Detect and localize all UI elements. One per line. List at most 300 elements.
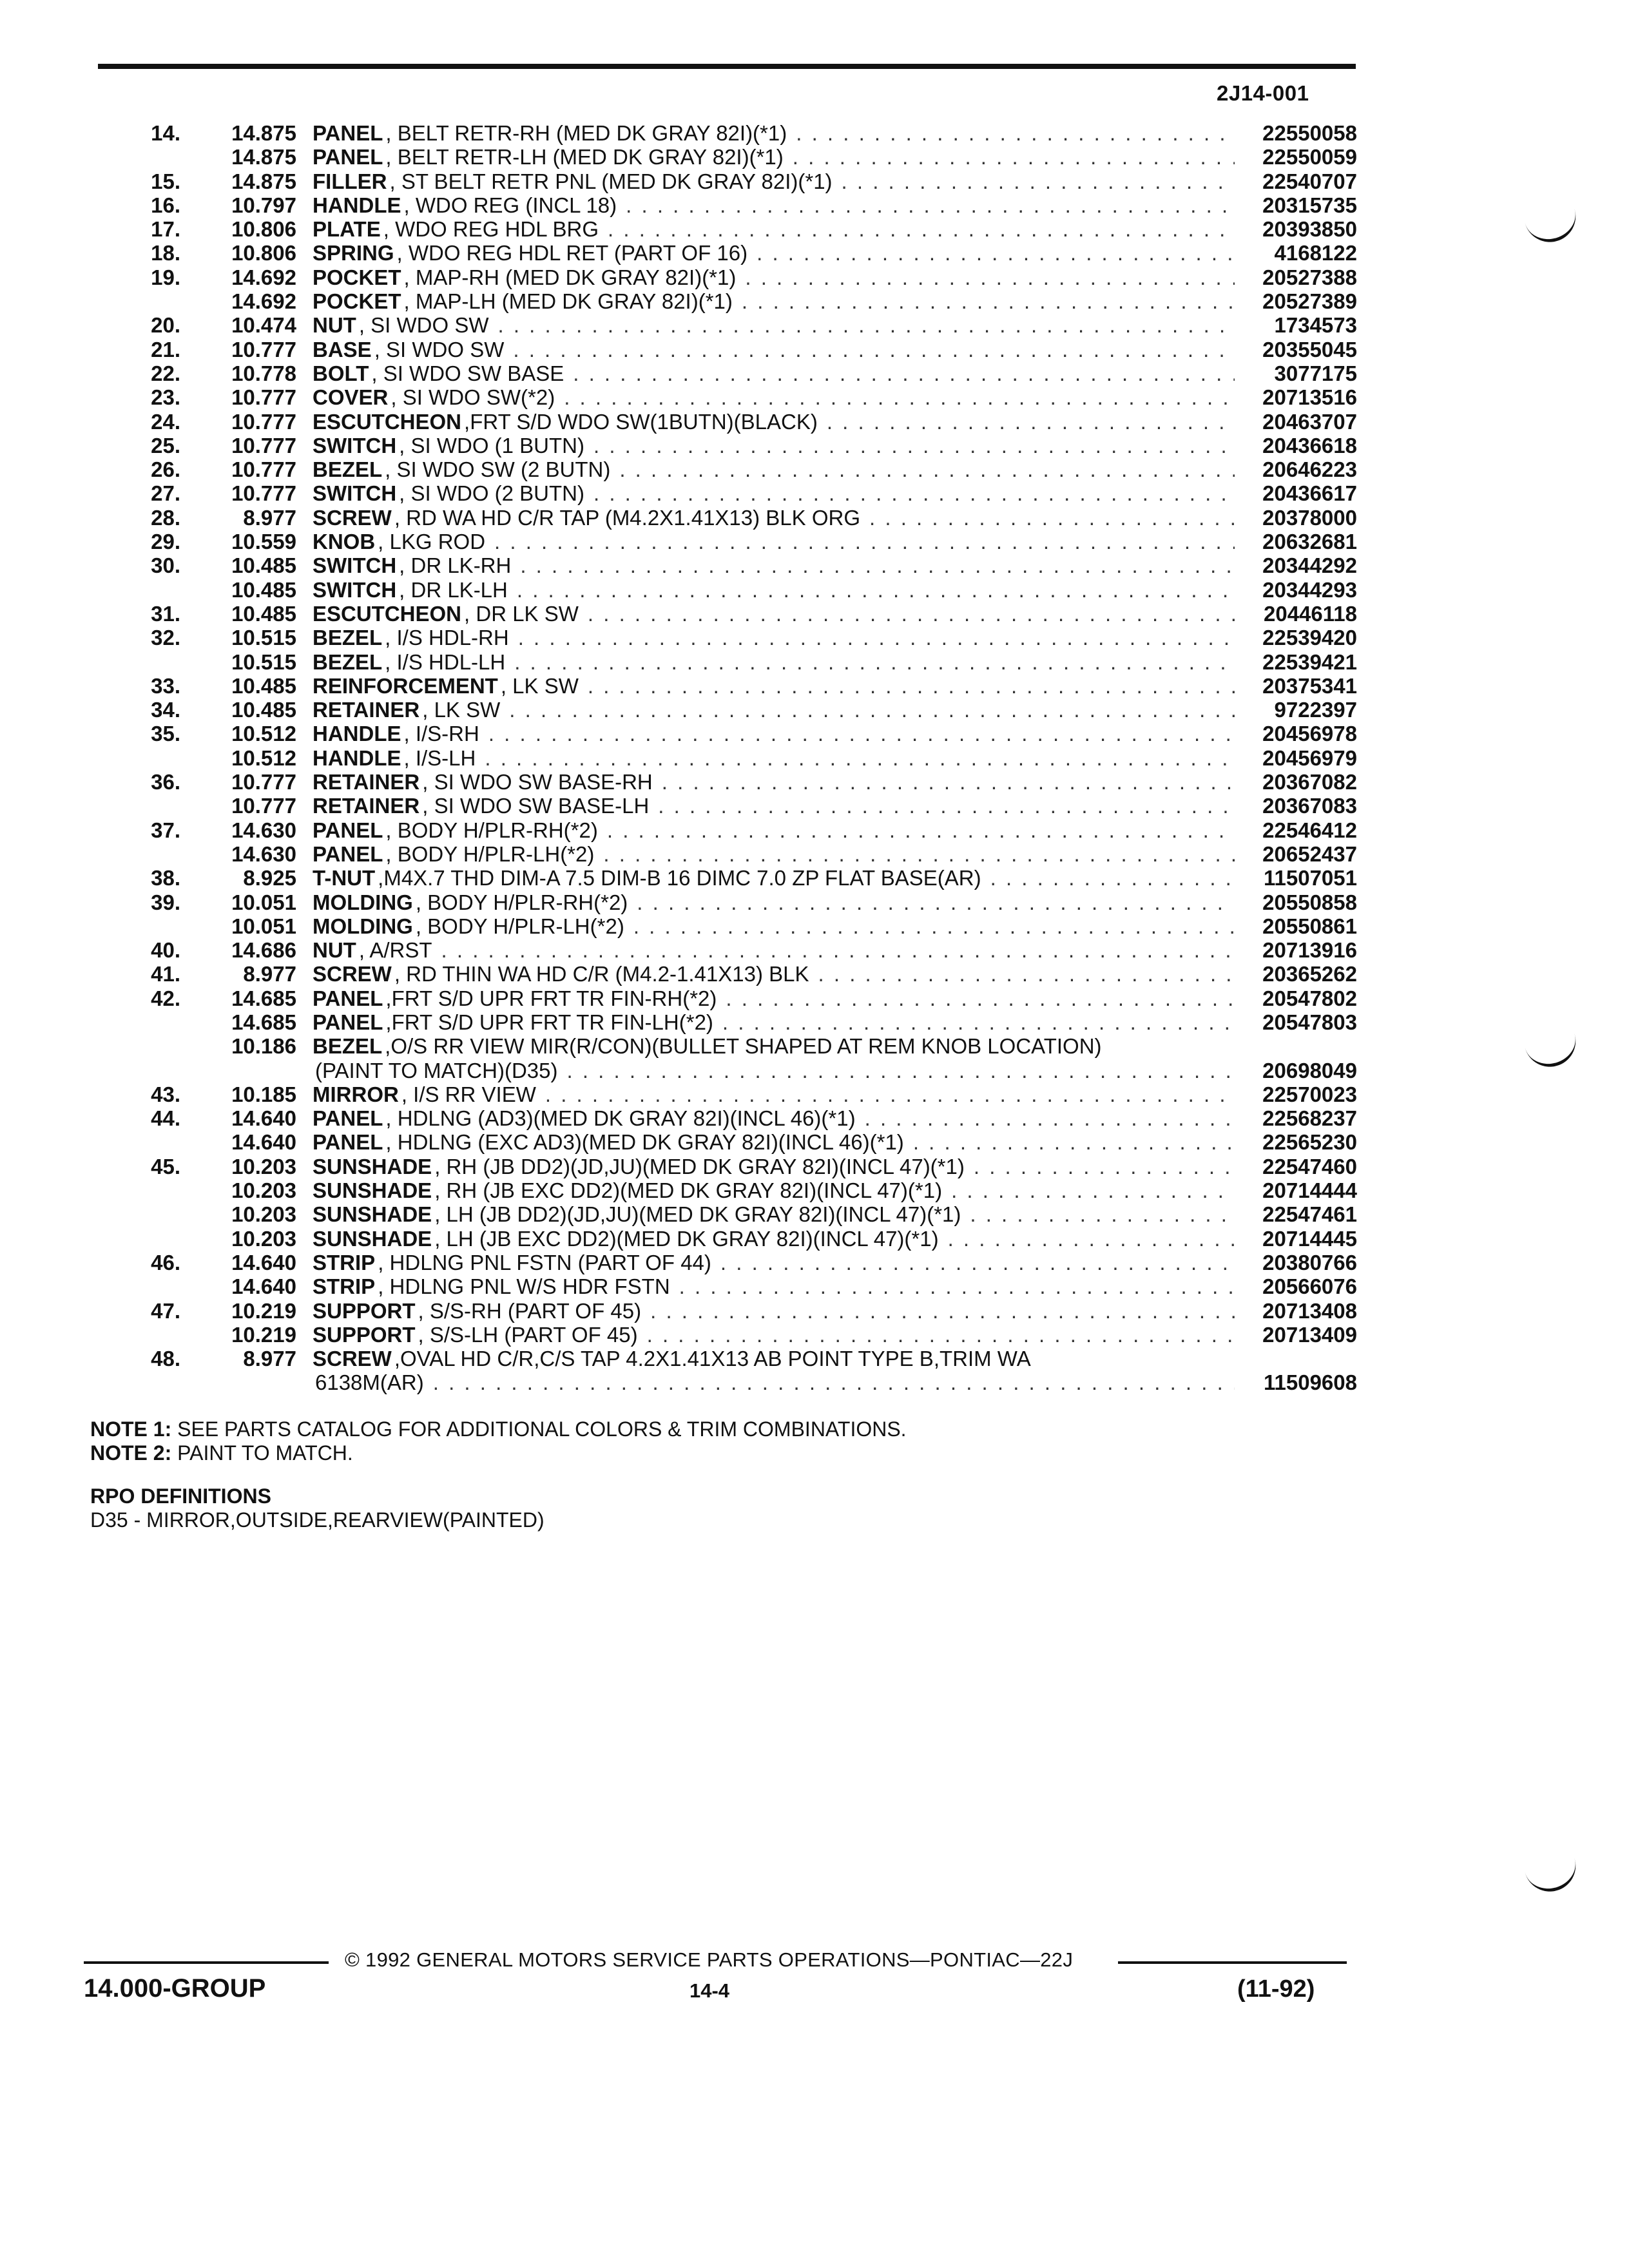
note-1	[90, 1418, 907, 1441]
part-number: 20365262	[1262, 962, 1357, 986]
parts-row	[0, 217, 1629, 241]
part-number: 22570023	[1262, 1082, 1357, 1106]
parts-row	[0, 410, 1629, 434]
leader-dots	[653, 770, 1235, 794]
part-name: ESCUTCHEON	[313, 601, 462, 626]
part-name: FILLER	[313, 169, 387, 193]
part-detail: , SI WDO SW (2 BUTN)	[385, 457, 611, 482]
item-number: 18.	[151, 241, 180, 265]
parts-row	[0, 722, 1629, 745]
part-description	[313, 914, 1235, 938]
item-number: 16.	[151, 193, 180, 217]
part-detail: ,OVAL HD C/R,C/S TAP 4.2X1.41X13 AB POINT TYPE B,TRIM WA	[394, 1347, 1031, 1371]
note-text: PAINT TO MATCH.	[177, 1441, 353, 1465]
parts-row	[0, 506, 1629, 530]
group-number: 8.925	[243, 866, 296, 890]
group-number: 10.777	[231, 409, 296, 434]
leader-dots	[504, 338, 1235, 361]
part-detail: , A/RST	[358, 938, 432, 963]
part-detail: , BODY H/PLR-RH(*2)	[385, 818, 598, 842]
page-number: 14-4	[689, 1979, 730, 2002]
group-number: 10.203	[231, 1154, 296, 1178]
parts-row	[0, 1082, 1629, 1106]
part-detail: , DR LK-RH	[399, 553, 512, 578]
part-detail: ,FRT S/D UPR FRT TR FIN-LH(*2)	[385, 1010, 713, 1034]
parts-row	[0, 794, 1629, 818]
group-number: 10.474	[231, 313, 296, 338]
part-description	[313, 289, 1235, 313]
part-description	[313, 145, 1235, 169]
parts-row	[0, 169, 1629, 193]
part-description	[313, 193, 1235, 217]
part-name: SCREW	[313, 962, 392, 986]
part-description	[313, 938, 1235, 962]
leader-dots	[579, 602, 1235, 626]
part-number: 22550059	[1262, 145, 1357, 169]
part-description	[313, 121, 1235, 145]
group-number: 14.640	[231, 1130, 296, 1155]
group-number: 10.219	[231, 1298, 296, 1323]
group-number: 8.977	[243, 1347, 296, 1371]
part-detail: , SI WDO SW BASE	[371, 361, 564, 385]
parts-row	[0, 938, 1629, 962]
group-number: 10.515	[231, 649, 296, 674]
item-number: 48.	[151, 1347, 180, 1371]
part-detail: , RH (JB EXC DD2)(MED DK GRAY 82I)(INCL 47)(*1)	[434, 1178, 943, 1203]
group-label: 14.000-GROUP	[84, 1974, 266, 2003]
note-text: SEE PARTS CATALOG FOR ADDITIONAL COLORS & TRIM COMBINATIONS.	[177, 1418, 907, 1441]
part-description	[313, 1370, 1235, 1394]
part-name: SUNSHADE	[313, 1202, 432, 1227]
part-number: 20547802	[1262, 986, 1357, 1010]
rpo-item: D35 - MIRROR,OUTSIDE,REARVIEW(PAINTED)	[90, 1508, 545, 1532]
group-number: 10.485	[231, 673, 296, 698]
group-number: 10.203	[231, 1178, 296, 1203]
leader-dots	[628, 890, 1235, 914]
part-detail: , I/S HDL-RH	[385, 626, 509, 650]
parts-row	[0, 1274, 1629, 1298]
group-number: 10.512	[231, 722, 296, 746]
part-description	[313, 866, 1235, 890]
leader-dots	[476, 746, 1235, 770]
group-number: 10.512	[231, 745, 296, 770]
part-number: 20713516	[1262, 385, 1357, 410]
part-number: 20436617	[1262, 481, 1357, 506]
part-name: RETAINER	[313, 698, 420, 722]
part-name: SPRING	[313, 241, 394, 265]
item-number: 47.	[151, 1298, 180, 1323]
part-number: 20436618	[1262, 433, 1357, 457]
part-detail: , SI WDO SW(*2)	[390, 385, 555, 410]
group-number: 10.559	[231, 530, 296, 554]
item-number: 46.	[151, 1250, 180, 1274]
part-description	[313, 722, 1235, 745]
parts-list	[0, 121, 1629, 1395]
part-description	[313, 890, 1235, 914]
leader-dots	[424, 1370, 1235, 1394]
part-detail: , HDLNG (EXC AD3)(MED DK GRAY 82I)(INCL 46)(*1)	[385, 1130, 904, 1155]
group-number: 10.777	[231, 337, 296, 361]
part-name: SUNSHADE	[313, 1226, 432, 1251]
item-number: 32.	[151, 626, 180, 650]
part-description	[313, 553, 1235, 577]
part-description	[313, 1251, 1235, 1274]
part-detail: , LH (JB DD2)(JD,JU)(MED DK GRAY 82I)(INCL 47)(*1)	[434, 1202, 961, 1227]
leader-dots	[784, 145, 1235, 169]
parts-row	[0, 1059, 1629, 1082]
leader-dots	[536, 1082, 1235, 1106]
group-number: 14.875	[231, 145, 296, 169]
leader-dots	[579, 674, 1235, 698]
part-detail: (PAINT TO MATCH)(D35)	[315, 1058, 558, 1082]
item-number: 17.	[151, 217, 180, 242]
part-number: 20446118	[1263, 601, 1357, 626]
part-number: 20713916	[1262, 938, 1357, 963]
part-number: 22568237	[1262, 1106, 1357, 1131]
part-detail: ,M4X.7 THD DIM-A 7.5 DIM-B 16 DIMC 7.0 ZP FLAT BASE(AR)	[378, 866, 981, 890]
item-number: 36.	[151, 770, 180, 794]
part-number: 20315735	[1262, 193, 1357, 217]
part-name: ESCUTCHEON	[313, 409, 462, 434]
part-name: POCKET	[313, 265, 401, 289]
part-name: BEZEL	[313, 626, 383, 650]
part-number: 9722397	[1274, 698, 1357, 722]
part-detail: , BODY H/PLR-RH(*2)	[415, 890, 628, 914]
part-name: PANEL	[313, 986, 383, 1010]
group-number: 14.640	[231, 1250, 296, 1274]
group-number: 14.875	[231, 169, 296, 193]
item-number: 31.	[151, 601, 180, 626]
rpo-title: RPO DEFINITIONS	[90, 1485, 271, 1508]
part-number: 20550858	[1262, 890, 1357, 914]
leader-dots	[736, 265, 1235, 289]
leader-dots	[489, 313, 1235, 337]
part-number: 20652437	[1262, 841, 1357, 866]
leader-dots	[965, 1155, 1235, 1178]
part-number: 20527388	[1262, 265, 1357, 289]
parts-row	[0, 457, 1629, 481]
part-number: 1734573	[1274, 313, 1357, 338]
part-name: POCKET	[313, 289, 401, 314]
part-name: COVER	[313, 385, 389, 410]
parts-row	[0, 1106, 1629, 1130]
item-number: 20.	[151, 313, 180, 338]
part-number: 11507051	[1263, 866, 1357, 890]
parts-row	[0, 626, 1629, 649]
part-detail: , HDLNG (AD3)(MED DK GRAY 82I)(INCL 46)(*1)	[385, 1106, 856, 1131]
part-number: 22539421	[1262, 649, 1357, 674]
parts-row	[0, 313, 1629, 337]
part-name: HANDLE	[313, 193, 401, 217]
part-name: BASE	[313, 337, 372, 361]
part-detail: ,FRT S/D WDO SW(1BUTN)(BLACK)	[464, 409, 818, 434]
part-detail: , SI WDO (2 BUTN)	[399, 481, 584, 506]
part-name: REINFORCEMENT	[313, 673, 498, 698]
part-description	[313, 217, 1235, 241]
leader-dots	[485, 530, 1235, 553]
item-number: 23.	[151, 385, 180, 410]
part-description	[313, 313, 1235, 337]
part-description	[313, 770, 1235, 794]
leader-dots	[555, 385, 1235, 409]
part-description	[313, 1155, 1235, 1178]
part-detail: , HDLNG PNL FSTN (PART OF 44)	[378, 1250, 711, 1274]
part-number: 20380766	[1262, 1250, 1357, 1274]
parts-row	[0, 698, 1629, 722]
leader-dots	[713, 1010, 1235, 1034]
parts-row	[0, 1034, 1629, 1058]
leader-dots	[939, 1227, 1235, 1251]
part-number: 22565230	[1262, 1130, 1357, 1155]
hole-punch-mark	[1524, 1856, 1581, 1898]
group-number: 10.777	[231, 481, 296, 506]
part-name: PANEL	[313, 1106, 383, 1131]
part-name: MOLDING	[313, 914, 413, 938]
group-number: 14.640	[231, 1106, 296, 1131]
top-rule	[98, 64, 1356, 69]
part-description	[313, 1178, 1235, 1202]
part-number: 11509608	[1263, 1370, 1357, 1395]
parts-row	[0, 1178, 1629, 1202]
group-number: 10.185	[231, 1082, 296, 1106]
group-number: 10.777	[231, 385, 296, 410]
part-name: SUPPORT	[313, 1298, 416, 1323]
group-number: 10.806	[231, 217, 296, 242]
group-number: 14.692	[231, 289, 296, 314]
leader-dots	[904, 1130, 1235, 1154]
part-number: 22550058	[1262, 121, 1357, 145]
item-number: 28.	[151, 505, 180, 530]
parts-row	[0, 241, 1629, 265]
part-name: T-NUT	[313, 866, 376, 890]
leader-dots	[610, 457, 1235, 481]
part-name: SWITCH	[313, 481, 397, 506]
leader-dots	[809, 962, 1235, 986]
parts-row	[0, 145, 1629, 169]
part-name: SWITCH	[313, 433, 397, 457]
item-number: 40.	[151, 938, 180, 963]
item-number: 22.	[151, 361, 180, 385]
note-2	[90, 1441, 907, 1465]
part-description	[313, 169, 1235, 193]
group-number: 8.977	[243, 505, 296, 530]
parts-row	[0, 289, 1629, 313]
group-number: 10.777	[231, 457, 296, 482]
part-detail: , I/S-RH	[403, 722, 479, 746]
part-name: BEZEL	[313, 649, 383, 674]
leader-dots	[638, 1323, 1235, 1347]
part-description	[313, 410, 1235, 434]
item-number: 24.	[151, 409, 180, 434]
part-detail: , RH (JB DD2)(JD,JU)(MED DK GRAY 82I)(INCL 47)(*1)	[434, 1154, 965, 1178]
leader-dots	[505, 650, 1235, 674]
notes-section	[90, 1418, 907, 1465]
group-number: 10.485	[231, 553, 296, 578]
parts-row	[0, 578, 1629, 602]
part-detail: , WDO REG HDL RET (PART OF 16)	[396, 241, 748, 265]
item-number: 43.	[151, 1082, 180, 1106]
part-number: 22539420	[1262, 626, 1357, 650]
part-detail: , RD THIN WA HD C/R (M4.2-1.41X13) BLK	[394, 962, 809, 986]
part-name: PANEL	[313, 1130, 383, 1155]
leader-dots	[479, 722, 1235, 745]
parts-row	[0, 1370, 1629, 1394]
part-description	[313, 794, 1235, 818]
leader-dots	[584, 434, 1235, 457]
part-description	[313, 1106, 1235, 1130]
item-number: 15.	[151, 169, 180, 193]
part-number: 22540707	[1262, 169, 1357, 193]
item-number: 25.	[151, 433, 180, 457]
group-number: 10.777	[231, 433, 296, 457]
part-name: SWITCH	[313, 577, 397, 602]
item-number: 21.	[151, 337, 180, 361]
part-number: 20375341	[1262, 673, 1357, 698]
part-detail: , BELT RETR-LH (MED DK GRAY 82I)(*1)	[385, 145, 784, 169]
leader-dots	[717, 986, 1235, 1010]
part-description	[313, 1299, 1235, 1323]
part-description	[313, 1347, 1235, 1370]
part-description	[313, 1082, 1235, 1106]
parts-row	[0, 121, 1629, 145]
group-number: 14.685	[231, 1010, 296, 1034]
part-name: KNOB	[313, 530, 376, 554]
part-number: 20550861	[1262, 914, 1357, 938]
part-detail: , LK SW	[422, 698, 501, 722]
group-number: 14.692	[231, 265, 296, 289]
date-code: (11-92)	[1237, 1975, 1315, 2003]
part-description	[313, 650, 1235, 674]
group-number: 14.630	[231, 841, 296, 866]
part-number: 20714444	[1262, 1178, 1357, 1203]
leader-dots	[511, 553, 1235, 577]
part-number: 20456978	[1262, 722, 1357, 746]
parts-row	[0, 674, 1629, 698]
part-description	[313, 338, 1235, 361]
leader-dots	[432, 938, 1235, 962]
group-number: 10.777	[231, 794, 296, 818]
item-number: 35.	[151, 722, 180, 746]
part-detail: , DR LK SW	[464, 601, 579, 626]
item-number: 41.	[151, 962, 180, 986]
copyright-text: © 1992 GENERAL MOTORS SERVICE PARTS OPERATIONS—PONTIAC—22J	[345, 1948, 1074, 1971]
parts-row	[0, 193, 1629, 217]
part-number: 20378000	[1262, 505, 1357, 530]
parts-row	[0, 481, 1629, 505]
group-number: 10.051	[231, 914, 296, 938]
group-number: 10.485	[231, 577, 296, 602]
item-number: 39.	[151, 890, 180, 914]
leader-dots	[641, 1299, 1235, 1323]
part-number: 22547461	[1262, 1202, 1357, 1227]
part-number: 20713409	[1262, 1322, 1357, 1347]
part-number: 4168122	[1274, 241, 1357, 265]
group-number: 10.203	[231, 1226, 296, 1251]
part-detail: , MAP-RH (MED DK GRAY 82I)(*1)	[403, 265, 737, 289]
part-detail: , WDO REG HDL BRG	[383, 217, 599, 242]
group-number: 10.806	[231, 241, 296, 265]
part-description	[313, 434, 1235, 457]
parts-row	[0, 602, 1629, 626]
part-detail: , LKG ROD	[378, 530, 486, 554]
part-detail: , BELT RETR-RH (MED DK GRAY 82I)(*1)	[385, 121, 787, 145]
item-number: 27.	[151, 481, 180, 506]
footer-rule-left	[84, 1961, 329, 1964]
item-number: 42.	[151, 986, 180, 1010]
part-description	[313, 1274, 1235, 1298]
part-number: 20527389	[1262, 289, 1357, 314]
part-description	[313, 698, 1235, 722]
item-number: 34.	[151, 698, 180, 722]
leader-dots	[509, 626, 1235, 649]
part-name: PANEL	[313, 121, 383, 145]
part-description	[313, 1202, 1235, 1226]
part-name: PANEL	[313, 841, 383, 866]
parts-row	[0, 890, 1629, 914]
part-description	[313, 962, 1235, 986]
item-number: 38.	[151, 866, 180, 890]
group-number: 14.640	[231, 1274, 296, 1299]
parts-row	[0, 1155, 1629, 1178]
part-detail: , S/S-LH (PART OF 45)	[418, 1322, 638, 1347]
parts-row	[0, 1251, 1629, 1274]
parts-row	[0, 1299, 1629, 1323]
part-detail: ,FRT S/D UPR FRT TR FIN-RH(*2)	[385, 986, 717, 1010]
part-description	[313, 506, 1235, 530]
group-number: 14.686	[231, 938, 296, 963]
part-description	[313, 986, 1235, 1010]
leader-dots	[711, 1251, 1235, 1274]
leader-dots	[981, 866, 1235, 890]
part-description	[313, 674, 1235, 698]
part-detail: , ST BELT RETR PNL (MED DK GRAY 82I)(*1)	[389, 169, 833, 193]
leader-dots	[670, 1274, 1235, 1298]
group-number: 14.875	[231, 121, 296, 145]
part-description	[313, 842, 1235, 866]
part-number: 20463707	[1262, 409, 1357, 434]
part-detail: , WDO REG (INCL 18)	[403, 193, 617, 217]
parts-row	[0, 530, 1629, 553]
part-detail: , SI WDO SW	[374, 337, 505, 361]
part-description	[313, 818, 1235, 842]
leader-dots	[818, 410, 1235, 434]
leader-dots	[942, 1178, 1235, 1202]
part-description	[313, 1059, 1235, 1082]
leader-dots	[557, 1059, 1235, 1082]
part-detail: , SI WDO (1 BUTN)	[399, 433, 584, 457]
group-number: 10.203	[231, 1202, 296, 1227]
part-description	[313, 241, 1235, 265]
leader-dots	[787, 121, 1235, 145]
group-number: 10.777	[231, 770, 296, 794]
part-name: SUNSHADE	[313, 1178, 432, 1203]
part-description	[313, 265, 1235, 289]
leader-dots	[856, 1106, 1235, 1130]
part-detail: , I/S HDL-LH	[385, 649, 506, 674]
part-number: 20713408	[1262, 1298, 1357, 1323]
leader-dots	[747, 241, 1235, 265]
part-number: 22547460	[1262, 1154, 1357, 1178]
group-number: 10.219	[231, 1322, 296, 1347]
item-number: 19.	[151, 265, 180, 289]
parts-row	[0, 1202, 1629, 1226]
group-number: 14.630	[231, 818, 296, 842]
part-name: STRIP	[313, 1274, 376, 1299]
part-number: 20632681	[1262, 530, 1357, 554]
parts-row	[0, 746, 1629, 770]
leader-dots	[617, 193, 1235, 217]
parts-row	[0, 986, 1629, 1010]
